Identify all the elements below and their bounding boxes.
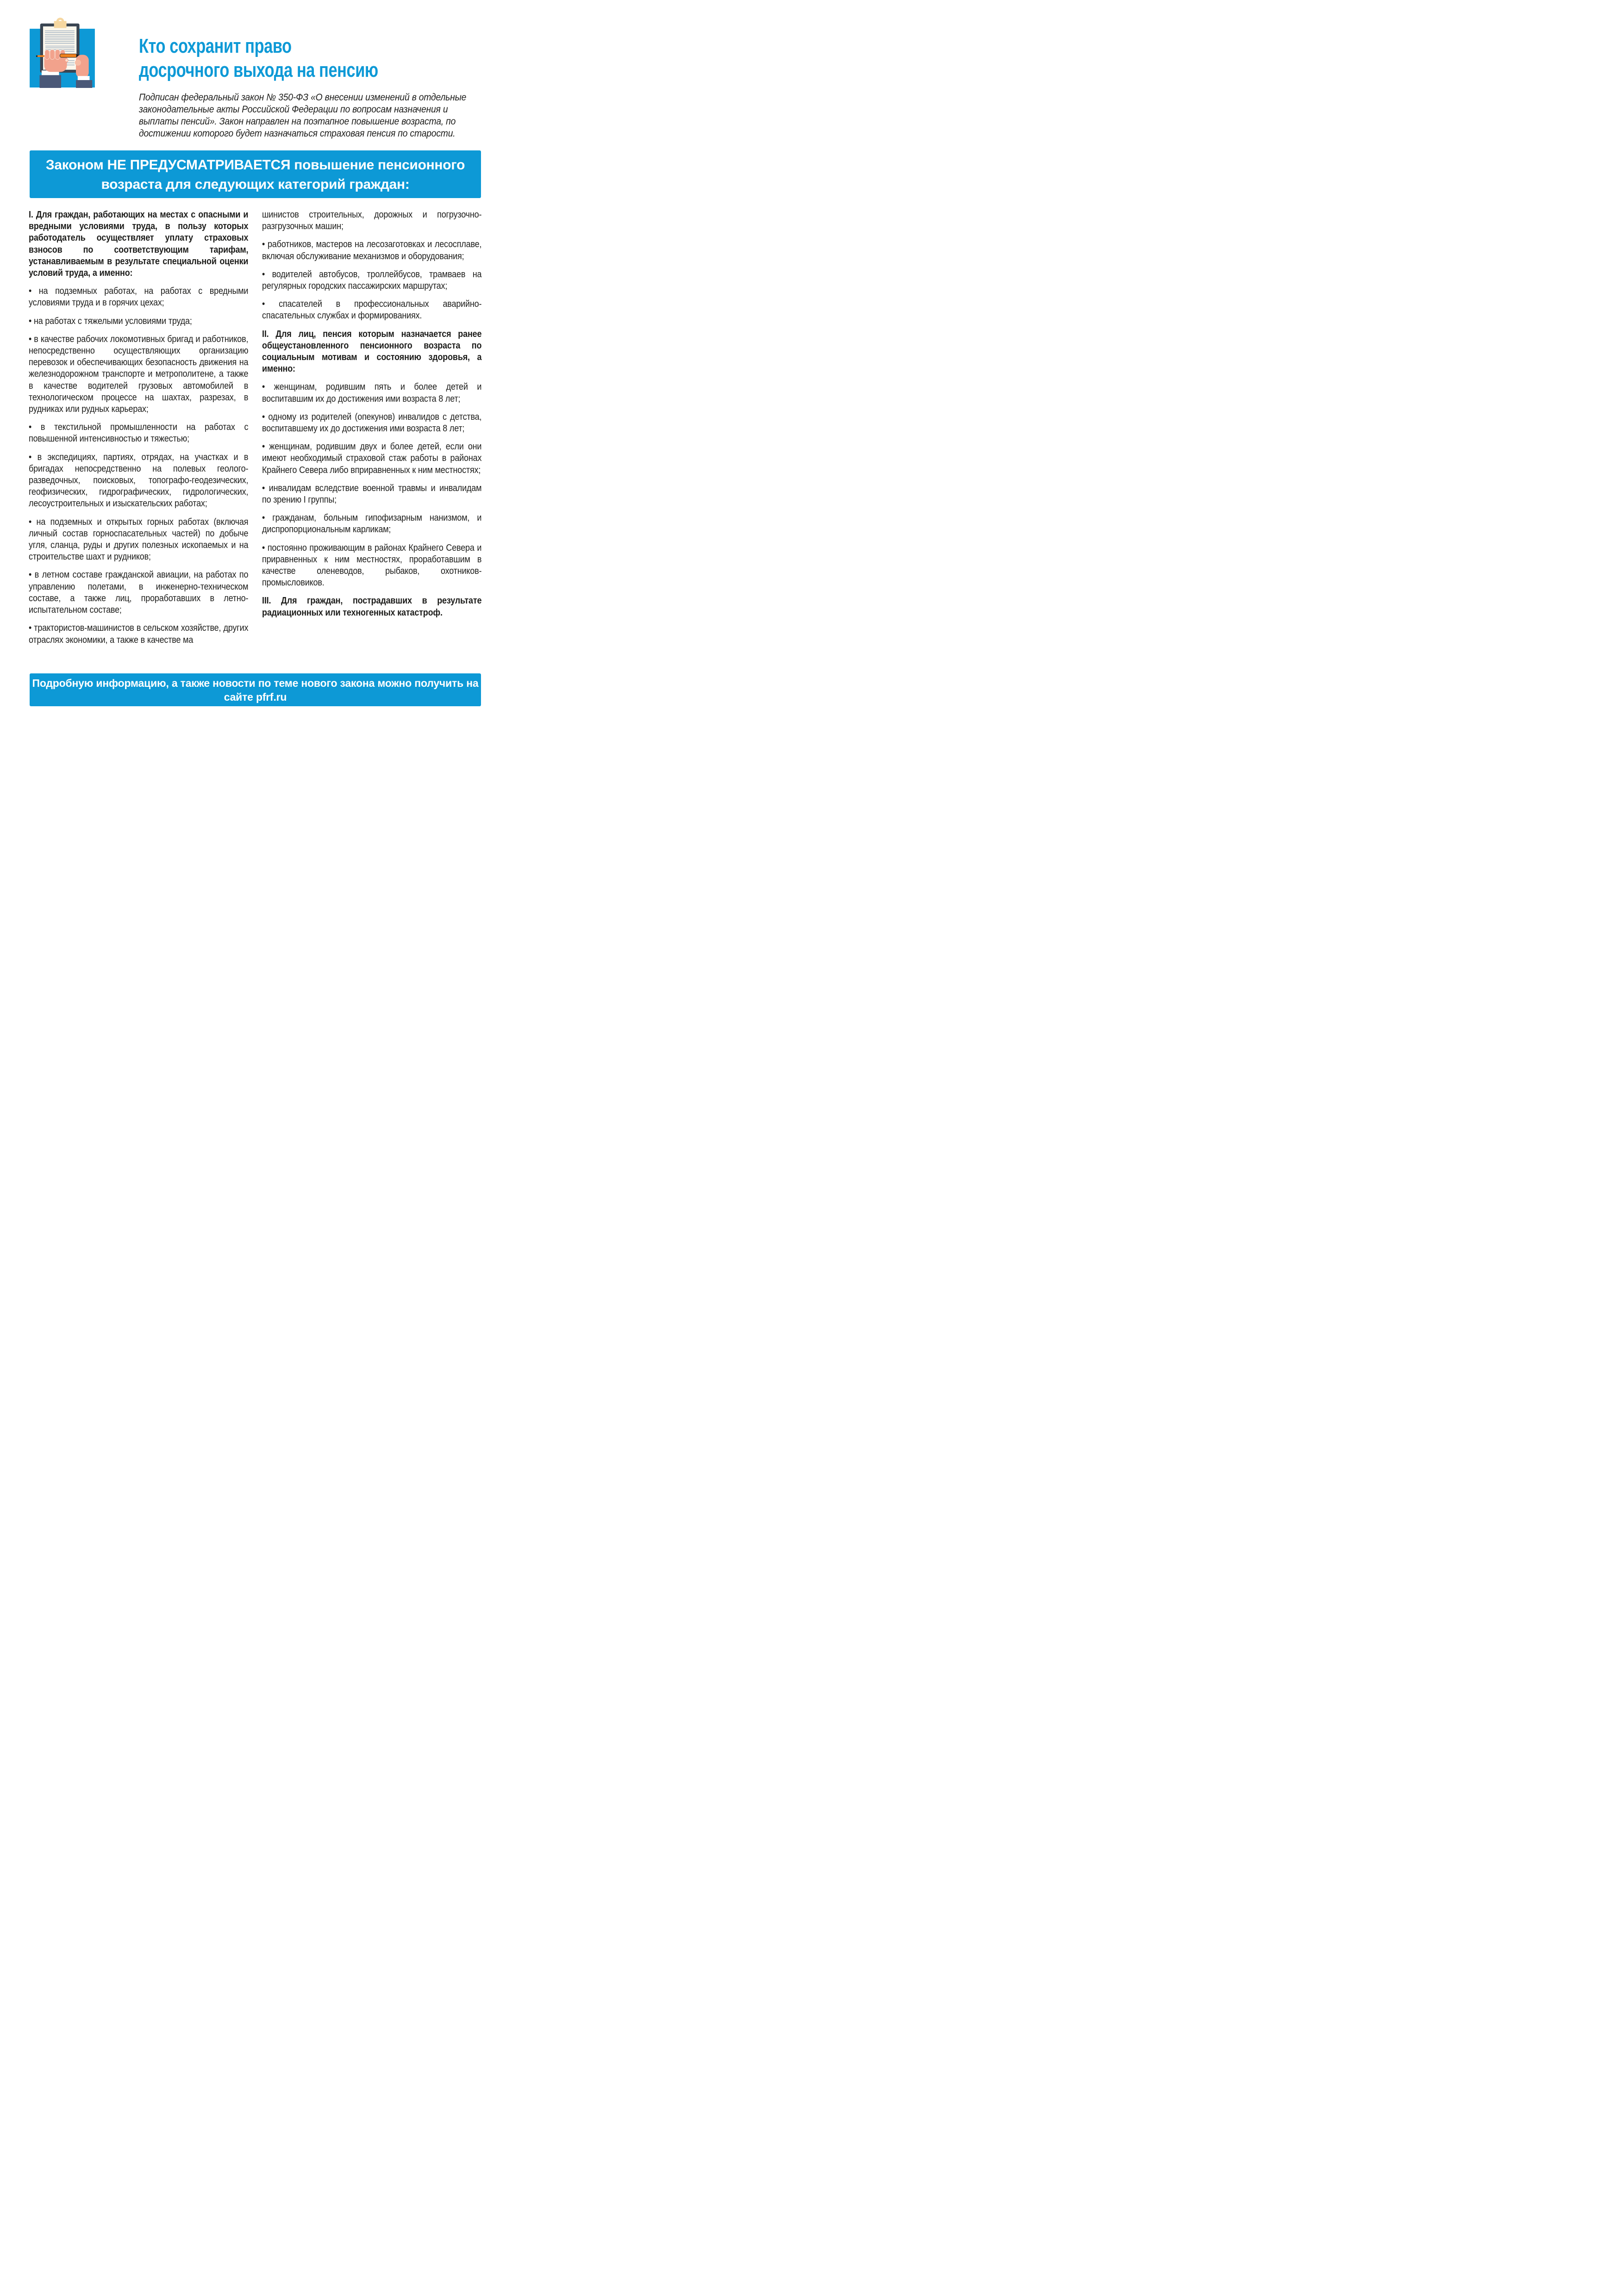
footer-banner-line-2: или в Единой консультационной службе ПФР 8-800-302-2-302 (звонок бесплатный). [38, 705, 473, 717]
footer-banner-line-1: Подробную информацию, а также новости по теме нового закона можно получить на сайте pfrf.ru [32, 677, 479, 703]
bullet-item: • на подземных и открытых горных работах (включая личный состав горноспасательных частей) по добыче угля, сланца, руды и других полезных ископаемых и на строительстве шахт и рудников; [29, 516, 249, 562]
headline-banner-line-2: возраста для следующих категорий граждан: [101, 177, 410, 192]
section-heading-I: I. Для граждан, работающих на местах с опасными и вредными условиями труда, в пользу которых работодатель осуществляет уплату страховых взносов по соответствующим тарифам, устанавливаемым в результате специальной оценки условий труда, а именно: [29, 210, 249, 279]
column-right [262, 209, 481, 625]
right-thumb [75, 60, 81, 66]
right-sleeve [76, 80, 92, 88]
headline-banner [30, 150, 481, 198]
bullet-item: • женщинам, родившим пять и более детей и воспитавшим их до достижения ими возраста 8 лет; [262, 382, 482, 404]
poster-page [0, 0, 511, 722]
bullet-item: • в качестве рабочих локомотивных бригад и работников, непосредственно осуществляющих организацию перевозок и обеспечивающих безопасность движения на железнодорожном транспорте и метрополитене, а также в качестве водителей грузовых автомобилей в технологическом процессе на шахтах, разрезах, в рудниках или рудных карьерах; [29, 334, 249, 415]
bullet-item: • работников, мастеров на лесозаготовках и лесосплаве, включая обслуживание механизмов и оборудования; [262, 239, 482, 261]
left-sleeve [39, 70, 61, 88]
bullet-item: • спасателей в профессиональных аварийно-спасательных службах и формированиях. [262, 299, 482, 321]
bullet-item: • в текстильной промышленности на работах с повышенной интенсивностью и тяжестью; [29, 422, 249, 444]
bullet-item: • на работах с тяжелыми условиями труда; [29, 316, 192, 326]
bullet-item: • инвалидам вследствие военной травмы и инвалидам по зрению I группы; [262, 483, 482, 505]
clip-icon [54, 21, 67, 28]
bullet-item: • гражданам, больным гипофизарным нанизмом, и диспропорциональным карликам; [262, 513, 482, 535]
bullet-item: • на подземных работах, на работах с вредными условиями труда и в горячих цехах; [29, 286, 249, 308]
pen-body-icon [60, 54, 76, 57]
bullet-item: • трактористов-машинистов в сельском хозяйстве, других отраслях экономики, а также в качестве ма [29, 623, 249, 645]
bullet-item: • постоянно проживающим в районах Крайнего Севера и приравненных к ним местностях, проработавшим в качестве оленеводов, рыбаков, охотников-промысловиков. [262, 542, 482, 588]
right-cuff [78, 76, 90, 81]
section-heading-III: III. Для граждан, пострадавших в результате радиационных или техногенных катастроф. [262, 596, 482, 618]
intro-paragraph: Подписан федеральный закон № 350-ФЗ «О внесении изменений в отдельные законодательные акты Российской Федерации по вопросам назначения и выплаты пенсий». Закон направлен на поэтапное повышение возраста, по достижении которого будет назначаться страховая пенсия по старости. [139, 92, 467, 139]
page-title [139, 34, 482, 82]
footer-banner [30, 673, 481, 717]
bullet-item: • в летном составе гражданской авиации, на работах по управлению полетами, в инженерно-техническом составе, а также лиц, проработавших в летно-испытательном составе; [29, 570, 249, 616]
clipboard-illustration [30, 17, 95, 88]
bullet-item: • одному из родителей (опекунов) инвалидов с детства, воспитавшему их до достижения ими возраста 8 лет; [262, 411, 482, 434]
bullet-item: • водителей автобусов, троллейбусов, трамваев на регулярных городских пассажирских маршрутах; [262, 269, 482, 292]
page-title-line-1: Кто сохранит право [139, 35, 292, 57]
column-left [29, 209, 248, 653]
thumb-nail [65, 59, 68, 62]
bullet-item: • в экспедициях, партиях, отрядах, на участках и в бригадах непосредственно на полевых геолого-разведочных, поисковых, топографо-геодезических, геофизических, гидрографических, гидрологических, лесоустроительных и изыскательских работах; [29, 452, 249, 509]
headline-banner-line-1: Законом НЕ ПРЕДУСМАТРИВАЕТСЯ повышение пенсионного [45, 157, 465, 173]
section-heading-II: II. Для лиц, пенсия которым назначается ранее общеустановленного пенсионного возраста по социальным мотивам и состоянию здоровья, а именно: [262, 329, 482, 374]
bullet-item: • женщинам, родившим двух и более детей, если они имеют необходимый страховой стаж работы в районах Крайнего Севера либо вприравненных к ним местностях; [262, 442, 482, 475]
bullet-item-continuation: шинистов строительных, дорожных и погрузочно-разгрузочных машин; [262, 210, 482, 232]
page-title-line-2: досрочного выхода на пенсию [139, 59, 378, 81]
